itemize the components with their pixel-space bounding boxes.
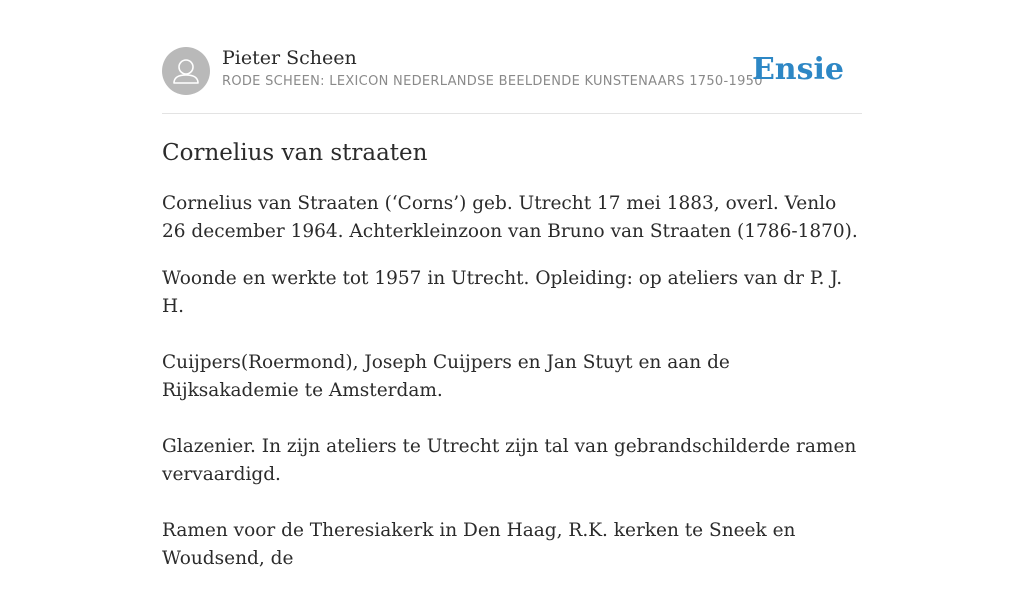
user-icon: [162, 47, 210, 95]
header-divider: [162, 113, 862, 114]
paragraph: Ramen voor de Theresiakerk in Den Haag, R.K. kerken te Sneek en Woudsend, de: [162, 520, 796, 569]
source-label[interactable]: RODE SCHEEN: LEXICON NEDERLANDSE BEELDENDE KUNSTENAARS 1750-1950: [222, 74, 763, 89]
brand-logo[interactable]: Ensie: [751, 52, 844, 87]
article-title: Cornelius van straaten: [162, 140, 428, 166]
paragraph: Cornelius van Straaten (‘Corns’) geb. Utrecht 17 mei 1883, overl. Venlo 26 december 1964. Achterkleinzoon van Bruno van Straaten (1786-1870).: [162, 193, 858, 242]
author-name[interactable]: Pieter Scheen: [222, 47, 357, 69]
paragraph: Cuijpers(Roermond), Joseph Cuijpers en Jan Stuyt en aan de Rijksakademie te Amsterdam.: [162, 352, 730, 401]
paragraph: Woonde en werkte tot 1957 in Utrecht. Opleiding: op ateliers van dr P. J. H.: [162, 268, 843, 317]
article-header: [162, 46, 862, 96]
article-body: [162, 190, 862, 592]
paragraph: Glazenier. In zijn ateliers te Utrecht zijn tal van gebrandschilderde ramen vervaardigd.: [162, 436, 857, 485]
author-avatar[interactable]: [162, 47, 210, 95]
